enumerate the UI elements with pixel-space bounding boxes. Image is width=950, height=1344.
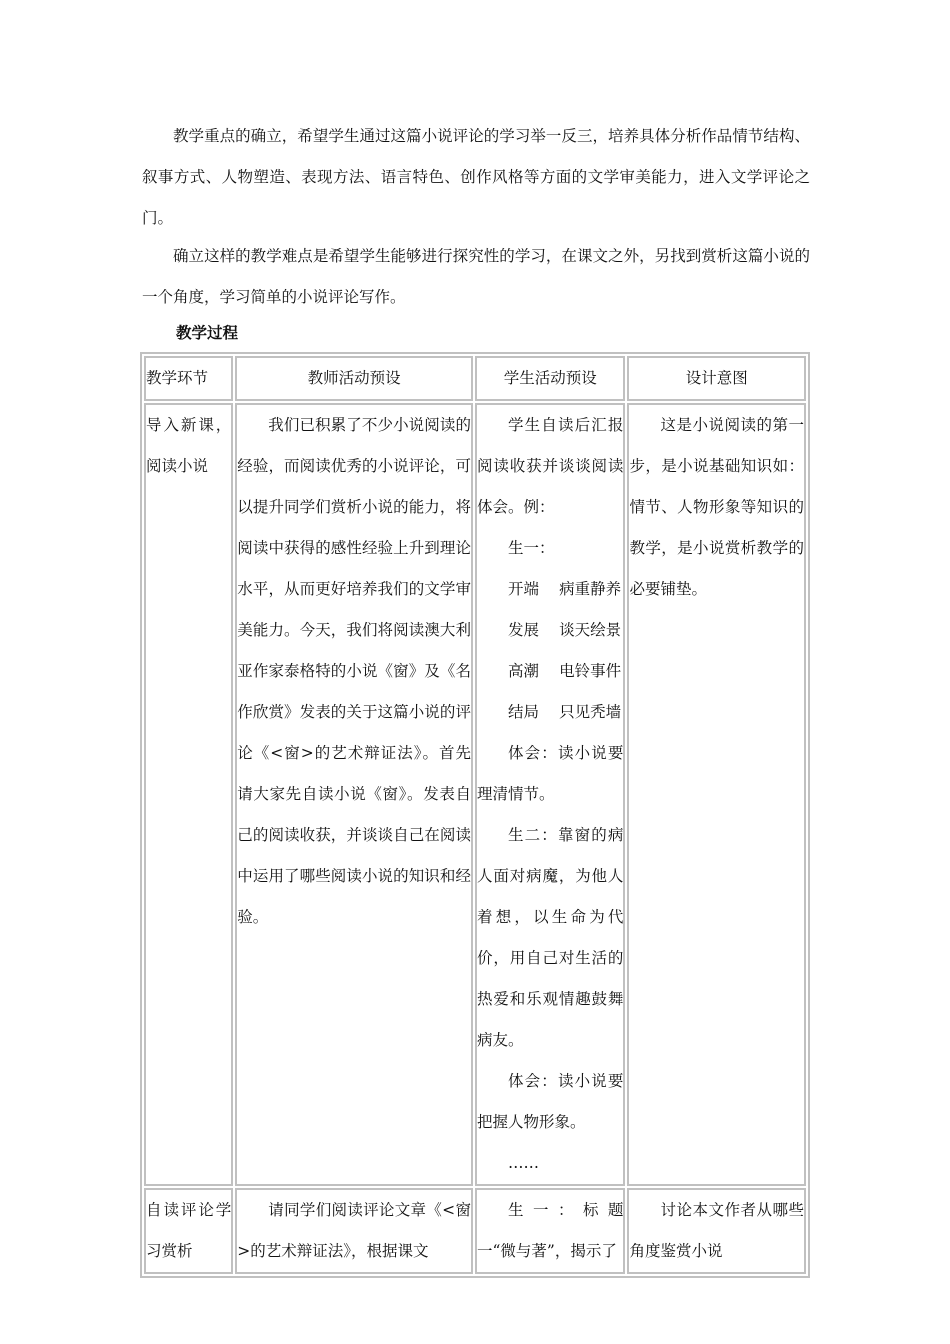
cell-teacher: 请同学们阅读评论文章《<窗>的艺术辩证法》，根据课文	[235, 1188, 473, 1274]
table-header-row	[144, 356, 806, 401]
lesson-plan-table	[140, 352, 810, 1278]
header-student: 学生活动预设	[475, 356, 625, 401]
plot-item: 开端 病重静养	[507, 580, 622, 598]
cell-teacher: 我们已积累了不少小说阅读的经验，而阅读优秀的小说评论，可以提升同学们赏析小说的能力，将阅读中获得的感性经验上升到理论水平，从而更好培养我们的文学审美能力。今天，我们将阅读澳大利亚作家泰格特的小说《窗》及《名作欣赏》发表的关于这篇小说的评论《<窗>的艺术辩证法》。首先请大家先自读小说《窗》。发表自己的阅读收获，并谈谈自己在阅读中运用了哪些阅读小说的知识和经验。	[235, 403, 473, 1186]
section-heading: 教学过程	[176, 324, 239, 342]
cell-student: 生一：标题一“微与著”，揭示了	[475, 1188, 625, 1274]
header-stage: 教学环节	[144, 356, 233, 401]
plot-item: 高潮 电铃事件	[507, 662, 622, 680]
table-row	[144, 403, 806, 1186]
paragraph-teaching-focus: 教学重点的确立，希望学生通过这篇小说评论的学习举一反三，培养具体分析作品情节结构、叙事方式、人物塑造、表现方法、语言特色、创作风格等方面的文学审美能力，进入文学评论之门。	[142, 127, 810, 227]
paragraph-teaching-difficulty: 确立这样的教学难点是希望学生能够进行探究性的学习，在课文之外，另找到赏析这篇小说的一个角度，学习简单的小说评论写作。	[142, 247, 810, 306]
cell-student: 学生自读后汇报阅读收获并谈谈阅读体会。例： 生一： 开端 病重静养 发展 谈天绘景 高潮 电铃事件 结局 只见秃墙 体会：读小说要理清情节。 生二：靠窗的病人面对病魔，为他人着想，以生命为代价，用自己对生活的热爱和乐观情趣鼓舞病友。 体会：读小说要把握人物形象。 ……	[475, 403, 625, 1186]
cell-stage: 导入新课，阅读小说	[144, 403, 233, 1186]
header-intent: 设计意图	[627, 356, 806, 401]
header-teacher: 教师活动预设	[235, 356, 473, 401]
cell-stage: 自读评论学习赏析	[144, 1188, 233, 1274]
table-row	[144, 1188, 806, 1274]
plot-item: 发展 谈天绘景	[507, 621, 622, 639]
plot-item: 结局 只见秃墙	[507, 703, 622, 721]
cell-intent: 讨论本文作者从哪些角度鉴赏小说	[627, 1188, 806, 1274]
cell-intent: 这是小说阅读的第一步，是小说基础知识如：情节、人物形象等知识的教学，是小说赏析教学的必要铺垫。	[627, 403, 806, 1186]
